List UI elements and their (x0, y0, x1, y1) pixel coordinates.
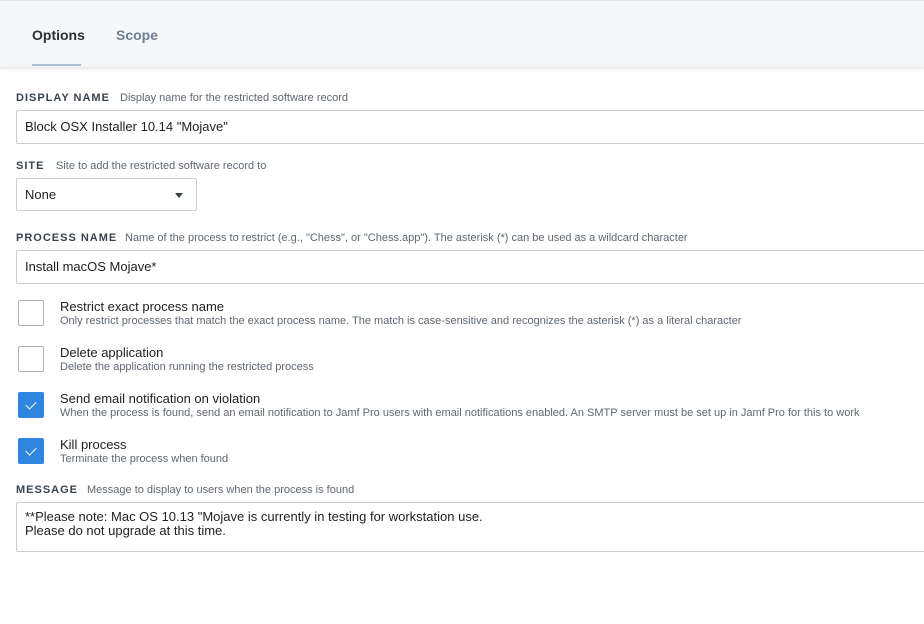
chevron-down-icon (175, 193, 183, 198)
display-name-help: Display name for the restricted software record (120, 92, 349, 104)
display-name-input[interactable]: Block OSX Installer 10.14 "Mojave" (16, 110, 924, 144)
process-name-label: PROCESS NAME (16, 232, 118, 244)
kill-process-desc: Terminate the process when found (60, 453, 229, 465)
send-email-checkbox[interactable] (18, 392, 44, 418)
tab-options[interactable]: Options (32, 27, 85, 43)
process-name-help: Name of the process to restrict (e.g., "Chess", or "Chess.app"). The asterisk (*) can be used as a wildcard character (125, 232, 688, 244)
delete-application-desc: Delete the application running the restricted process (60, 361, 314, 373)
process-name-input[interactable]: Install macOS Mojave* (16, 250, 924, 284)
site-label: SITE (16, 160, 45, 172)
site-select[interactable] (16, 178, 197, 211)
send-email-desc: When the process is found, send an email notification to Jamf Pro users with email notifications enabled. An SMTP server must be set up in Jamf Pro for this to work (60, 407, 860, 419)
kill-process-title: Kill process (60, 437, 127, 452)
kill-process-checkbox[interactable] (18, 438, 44, 464)
tab-bar (0, 0, 924, 67)
display-name-label: DISPLAY NAME (16, 92, 110, 104)
active-tab-indicator (32, 64, 81, 66)
message-help: Message to display to users when the process is found (87, 484, 355, 496)
tab-scope[interactable]: Scope (116, 27, 159, 43)
restrict-exact-desc: Only restrict processes that match the exact process name. The match is case-sensitive and recognizes the asterisk (*) as a literal character (60, 315, 742, 327)
restrict-exact-checkbox[interactable] (18, 300, 44, 326)
delete-application-checkbox[interactable] (18, 346, 44, 372)
restrict-exact-title: Restrict exact process name (60, 299, 225, 314)
send-email-title: Send email notification on violation (60, 391, 261, 406)
delete-application-title: Delete application (60, 345, 164, 360)
site-select-value: None (25, 187, 57, 202)
site-help: Site to add the restricted software record to (56, 160, 267, 172)
message-textarea[interactable]: **Please note: Mac OS 10.13 "Mojave is currently in testing for workstation use. Please do not upgrade at this time. (16, 502, 924, 552)
message-label: MESSAGE (16, 484, 79, 496)
